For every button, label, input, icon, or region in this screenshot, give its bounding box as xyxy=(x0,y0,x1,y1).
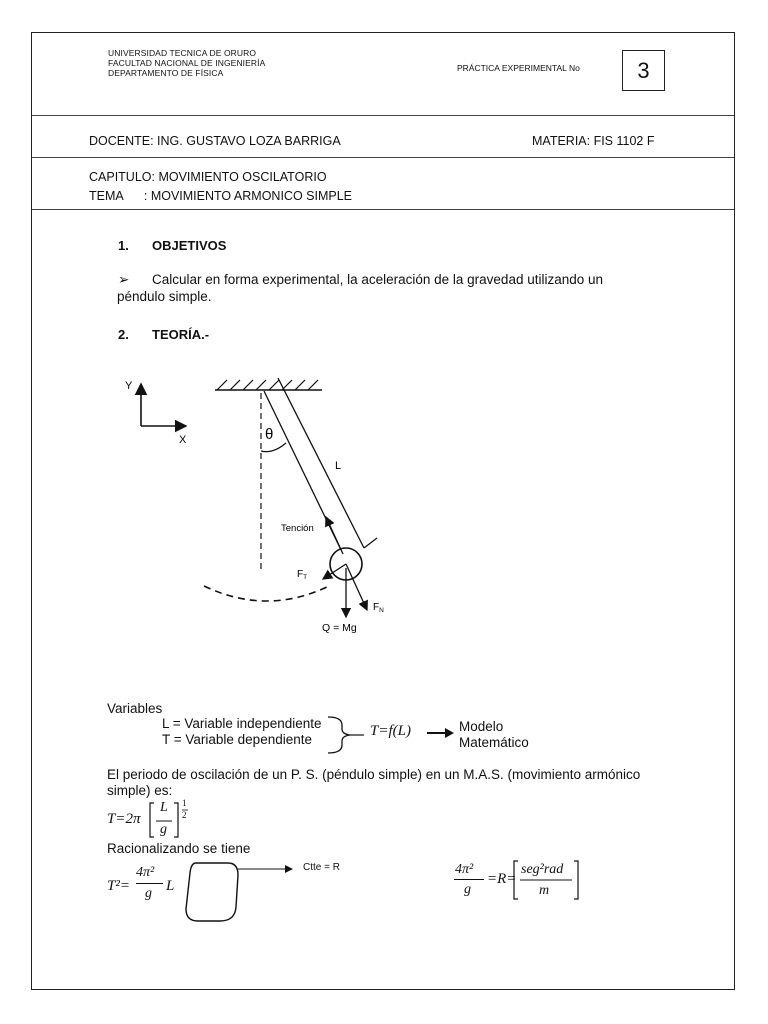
t2-den: g xyxy=(145,886,152,901)
capitulo-text: CAPITULO: MOVIMIENTO OSCILATORIO xyxy=(89,170,327,184)
pendulum-diagram xyxy=(32,33,736,673)
t2-lead: T²= xyxy=(107,878,130,894)
r-num: 4π² xyxy=(455,862,474,877)
model-line2: Matemático xyxy=(459,735,529,750)
section2-number: 2. xyxy=(118,327,129,342)
model-line1: Modelo xyxy=(459,719,504,734)
period-line2: simple) es: xyxy=(107,783,173,798)
period-frac-num: L xyxy=(160,800,168,815)
ceiling-hatch xyxy=(217,380,318,390)
practica-number: 3 xyxy=(637,57,650,83)
racionalizando-text: Racionalizando se tiene xyxy=(107,841,251,856)
materia-text: MATERIA: FIS 1102 F xyxy=(532,134,655,148)
theta-arc xyxy=(261,443,286,452)
objective-line1: Calcular en forma experimental, la aceleración de la gravedad utilizando un xyxy=(152,272,604,287)
variables-heading: Variables xyxy=(107,701,163,716)
period-line1: El periodo de oscilación de un P. S. (péndulo simple) en un M.A.S. (movimiento armónico xyxy=(107,767,641,782)
section2-title: TEORÍA.- xyxy=(152,327,210,342)
weight-label: Q = Mg xyxy=(322,622,357,634)
period-exp-den: 2 xyxy=(182,810,187,820)
tema-text: TEMA : MOVIMIENTO ARMONICO SIMPLE xyxy=(89,189,353,203)
objective-line2: péndulo simple. xyxy=(117,289,212,304)
fn-label: $F_N$ xyxy=(373,602,384,614)
docente-text: DOCENTE: ING. GUSTAVO LOZA BARRIGA xyxy=(89,134,341,148)
r-fraction-bar xyxy=(454,879,484,880)
period-exp-num: 1 xyxy=(182,798,187,808)
ctte-label: Ctte = R xyxy=(303,862,340,873)
section1-title: OBJETIVOS xyxy=(152,238,227,253)
r-equals: =R= xyxy=(487,871,517,887)
unit-den: m xyxy=(539,883,550,898)
variable-line1: L = Variable independiente xyxy=(162,716,322,731)
practica-label: PRÁCTICA EXPERIMENTAL No xyxy=(457,63,580,73)
period-formula-lead: T=2π xyxy=(107,811,141,827)
tension-label: Tención xyxy=(281,523,314,534)
model-arrow xyxy=(426,727,456,739)
y-axis-label: Y xyxy=(125,380,133,392)
unit-num: seg²rad xyxy=(521,862,564,877)
length-tick xyxy=(364,538,377,548)
variable-line2: T = Variable dependiente xyxy=(162,732,312,747)
institution-line: FACULTAD NACIONAL DE INGENIERÍA xyxy=(108,58,266,68)
curly-brace xyxy=(326,715,366,755)
bullet-arrow: ➢ xyxy=(118,272,130,287)
institution-line: DEPARTAMENTO DE FÍSICA xyxy=(108,68,224,78)
ft-label: $F_T$ xyxy=(297,569,308,581)
ctte-pointer xyxy=(182,859,302,925)
institution-line: UNIVERSIDAD TECNICA DE ORURO xyxy=(108,48,257,58)
function-expression: T=f(L) xyxy=(370,723,411,739)
t2-fraction-bar xyxy=(136,883,163,884)
document-page xyxy=(31,32,735,990)
period-frac-den: g xyxy=(160,822,167,837)
theta-label: θ xyxy=(265,426,274,443)
t2-num: 4π² xyxy=(136,865,155,880)
swing-path xyxy=(204,586,329,601)
length-label: L xyxy=(335,460,342,472)
period-formula-bracket xyxy=(148,797,198,843)
t2-trail: L xyxy=(166,878,175,894)
section1-number: 1. xyxy=(118,238,129,253)
tension-arrow xyxy=(326,517,343,554)
r-den: g xyxy=(464,882,471,897)
x-axis-label: X xyxy=(179,434,187,446)
